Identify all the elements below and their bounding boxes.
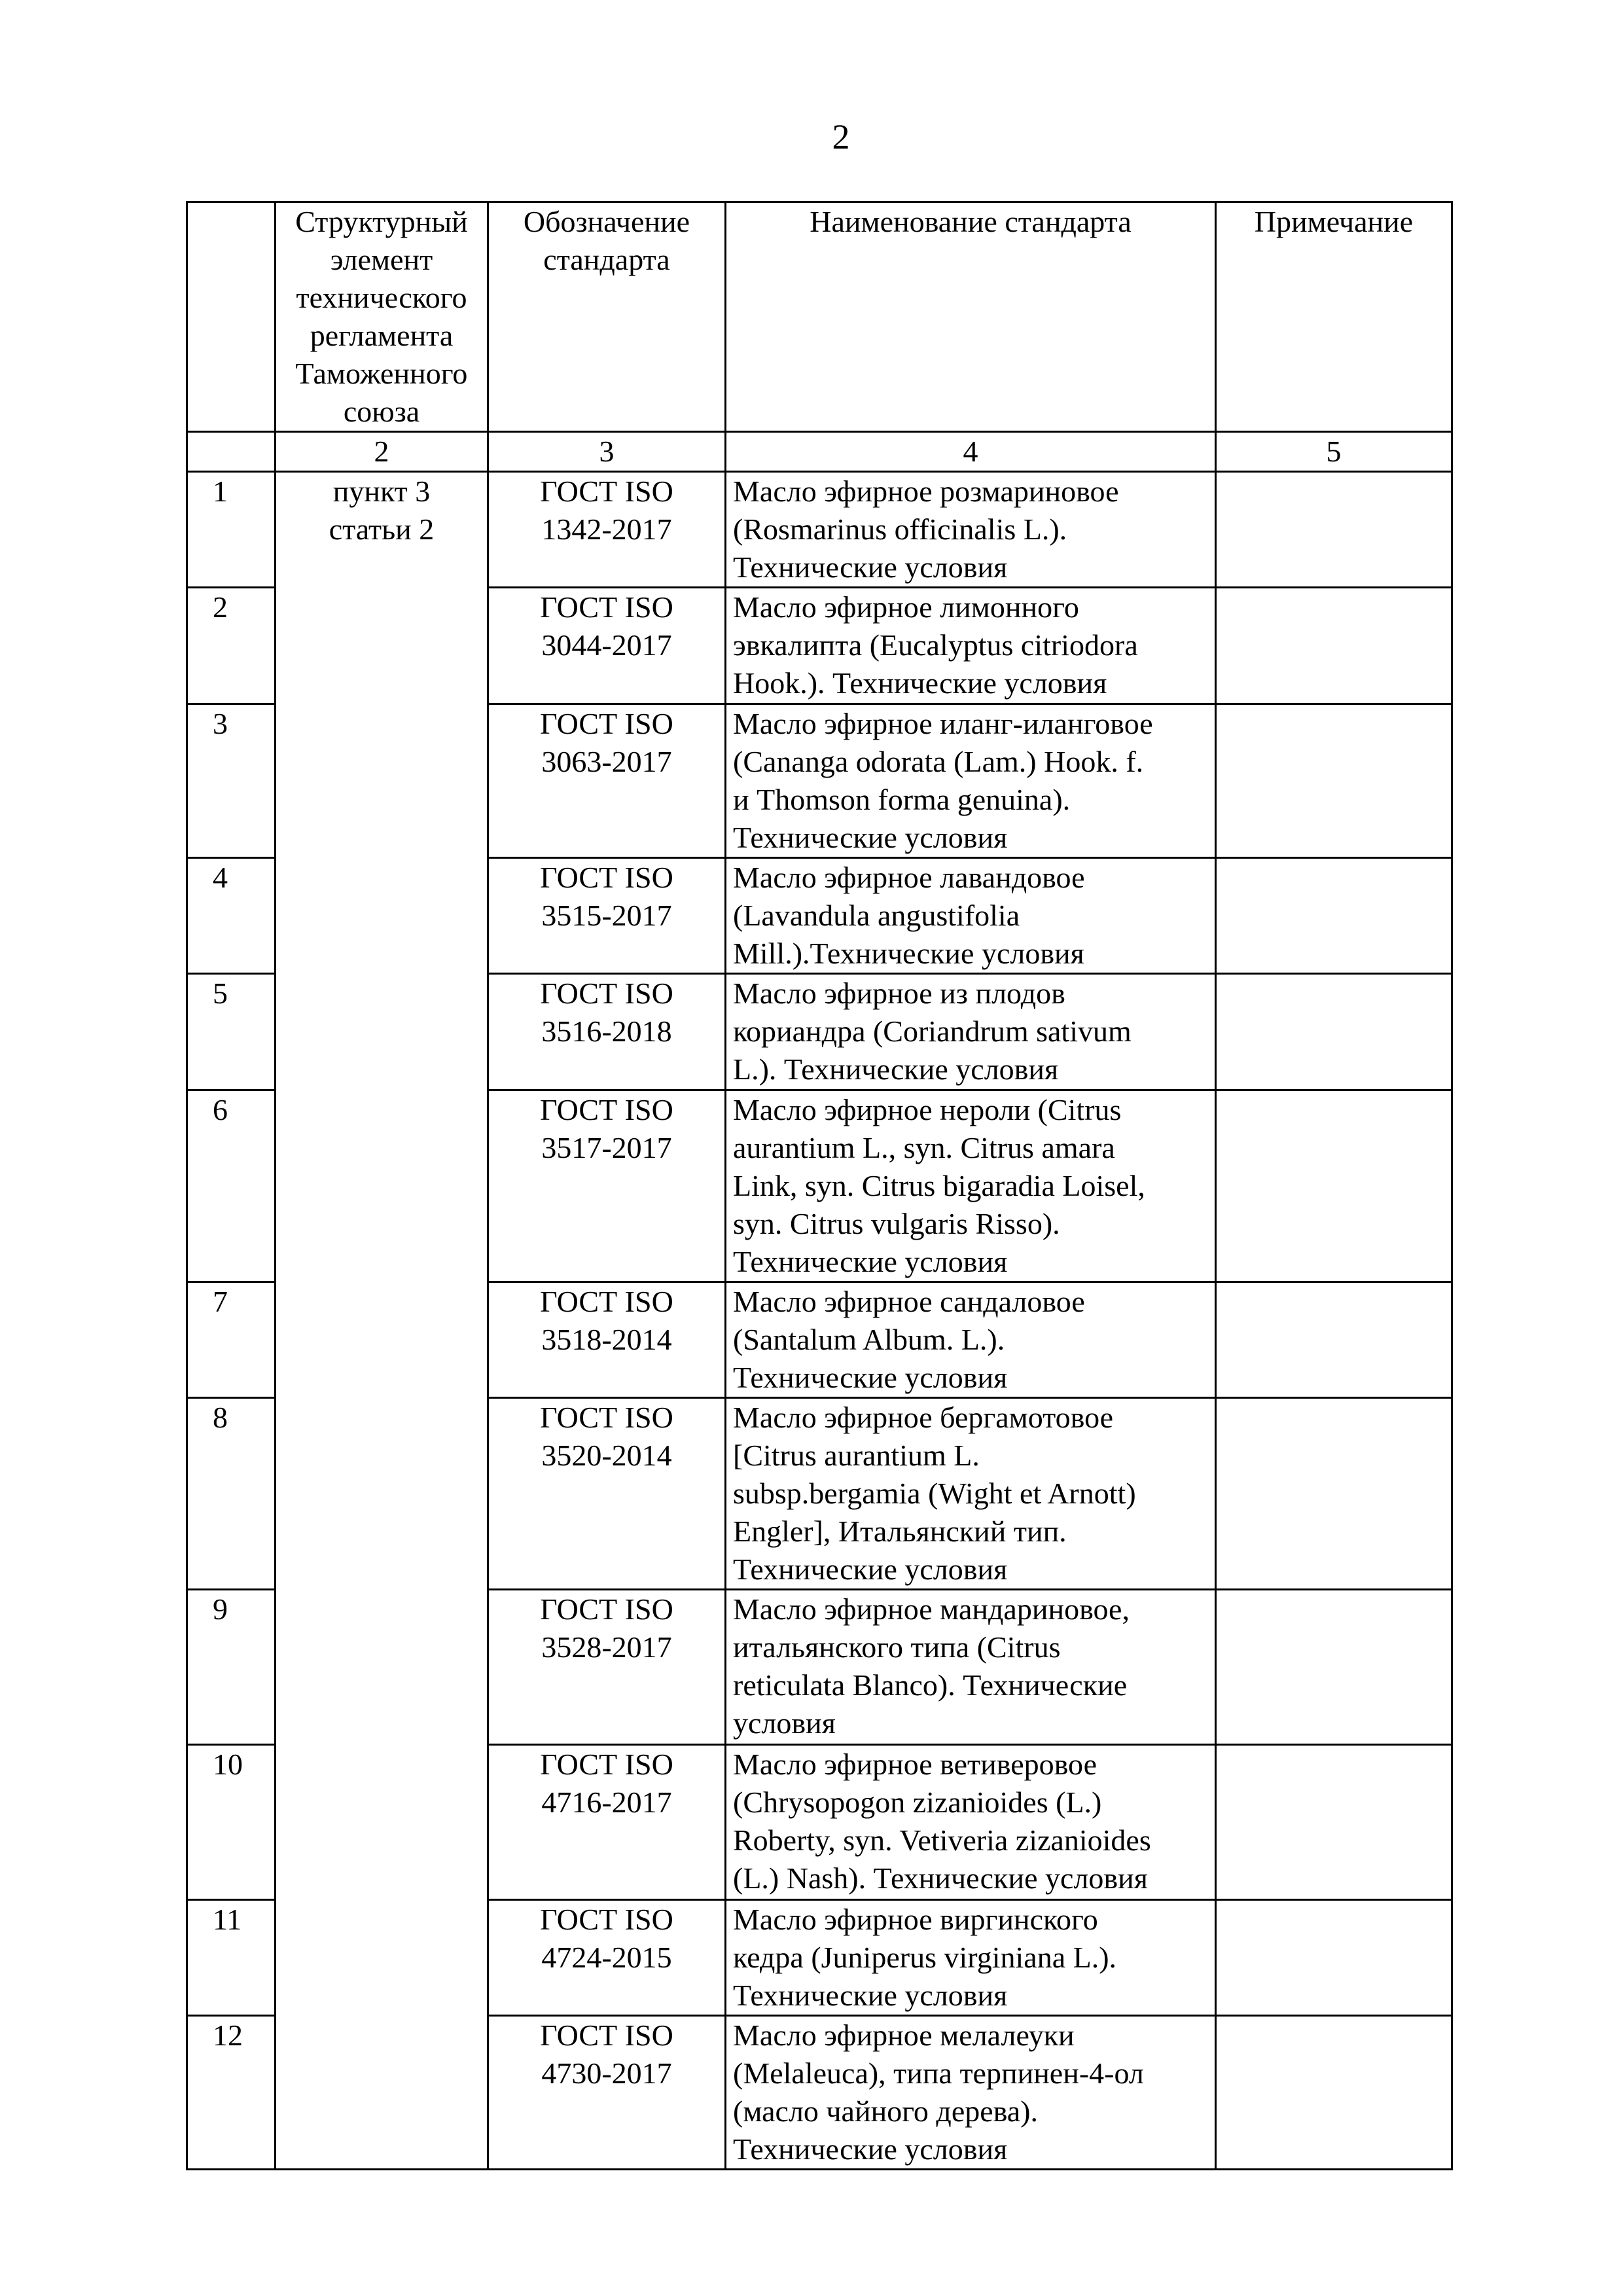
row-number: 1: [187, 472, 276, 588]
column-number: [187, 432, 276, 472]
row-number: 9: [187, 1590, 276, 1745]
note: [1216, 1282, 1452, 1398]
row-number: 7: [187, 1282, 276, 1398]
standard-name: Масло эфирное мелалеуки (Melaleuca), типа терпинен-4-ол (масло чайного дерева). Технические условия: [726, 2016, 1216, 2170]
row-number: 4: [187, 858, 276, 974]
row-number: 11: [187, 1900, 276, 2016]
standard-designation: ГОСТ ISO 3520-2014: [488, 1398, 726, 1590]
column-number-row: [187, 432, 1452, 472]
standard-designation: ГОСТ ISO 3516-2018: [488, 974, 726, 1090]
standard-designation: ГОСТ ISO 4730-2017: [488, 2016, 726, 2170]
standard-designation: ГОСТ ISO 1342-2017: [488, 472, 726, 588]
standard-name: Масло эфирное иланг-иланговое (Cananga odorata (Lam.) Hook. f. и Thomson forma genuina). Технические условия: [726, 704, 1216, 858]
standard-name: Масло эфирное розмариновое (Rosmarinus officinalis L.). Технические условия: [726, 472, 1216, 588]
row-number: 10: [187, 1745, 276, 1900]
standard-name: Масло эфирное нероли (Citrus aurantium L., syn. Citrus amara Link, syn. Citrus bigaradia Loisel, syn. Citrus vulgaris Risso). Технические условия: [726, 1090, 1216, 1282]
standard-name: Масло эфирное ветиверовое (Chrysopogon zizanioides (L.) Roberty, syn. Vetiveria zizanioides (L.) Nash). Технические условия: [726, 1745, 1216, 1900]
note: [1216, 588, 1452, 704]
table-row: [187, 472, 1452, 588]
standard-name: Масло эфирное виргинского кедра (Juniperus virginiana L.). Технические условия: [726, 1900, 1216, 2016]
standard-designation: ГОСТ ISO 3515-2017: [488, 858, 726, 974]
standard-name: Масло эфирное лимонного эвкалипта (Eucalyptus citriodora Hook.). Технические условия: [726, 588, 1216, 704]
note: [1216, 1745, 1452, 1900]
structural-element: пункт 3 статьи 2: [276, 472, 488, 2170]
row-number: 5: [187, 974, 276, 1090]
page-number: 2: [832, 117, 850, 156]
column-number: 4: [726, 432, 1216, 472]
standard-designation: ГОСТ ISO 3063-2017: [488, 704, 726, 858]
column-number: 2: [276, 432, 488, 472]
row-number: 12: [187, 2016, 276, 2170]
standard-name: Масло эфирное из плодов кориандра (Coriandrum sativum L.). Технические условия: [726, 974, 1216, 1090]
row-number: 8: [187, 1398, 276, 1590]
note: [1216, 1590, 1452, 1745]
standard-designation: ГОСТ ISO 3044-2017: [488, 588, 726, 704]
standard-designation: ГОСТ ISO 4716-2017: [488, 1745, 726, 1900]
standard-designation: ГОСТ ISO 3518-2014: [488, 1282, 726, 1398]
standard-designation: ГОСТ ISO 4724-2015: [488, 1900, 726, 2016]
standard-name: Масло эфирное сандаловое (Santalum Album. L.). Технические условия: [726, 1282, 1216, 1398]
note: [1216, 2016, 1452, 2170]
note: [1216, 858, 1452, 974]
note: [1216, 1398, 1452, 1590]
note: [1216, 704, 1452, 858]
header-designation: Обозначение стандарта: [488, 202, 726, 432]
header-structural-element: Структурный элемент технического регламента Таможенного союза: [276, 202, 488, 432]
standard-designation: ГОСТ ISO 3517-2017: [488, 1090, 726, 1282]
row-number: 2: [187, 588, 276, 704]
column-number: 5: [1216, 432, 1452, 472]
row-number: 6: [187, 1090, 276, 1282]
header-number: [187, 202, 276, 432]
standards-table: [186, 201, 1453, 2170]
standard-name: Масло эфирное мандариновое, итальянского типа (Citrus reticulata Blanco). Технические условия: [726, 1590, 1216, 1745]
row-number: 3: [187, 704, 276, 858]
standard-name: Масло эфирное бергамотовое [Citrus aurantium L. subsp.bergamia (Wight et Arnott) Engler], Итальянский тип. Технические условия: [726, 1398, 1216, 1590]
note: [1216, 974, 1452, 1090]
note: [1216, 1090, 1452, 1282]
header-note: Примечание: [1216, 202, 1452, 432]
standard-name: Масло эфирное лавандовое (Lavandula angustifolia Mill.).Технические условия: [726, 858, 1216, 974]
column-number: 3: [488, 432, 726, 472]
note: [1216, 472, 1452, 588]
note: [1216, 1900, 1452, 2016]
header-row: [187, 202, 1452, 432]
header-standard-name: Наименование стандарта: [726, 202, 1216, 432]
standard-designation: ГОСТ ISO 3528-2017: [488, 1590, 726, 1745]
